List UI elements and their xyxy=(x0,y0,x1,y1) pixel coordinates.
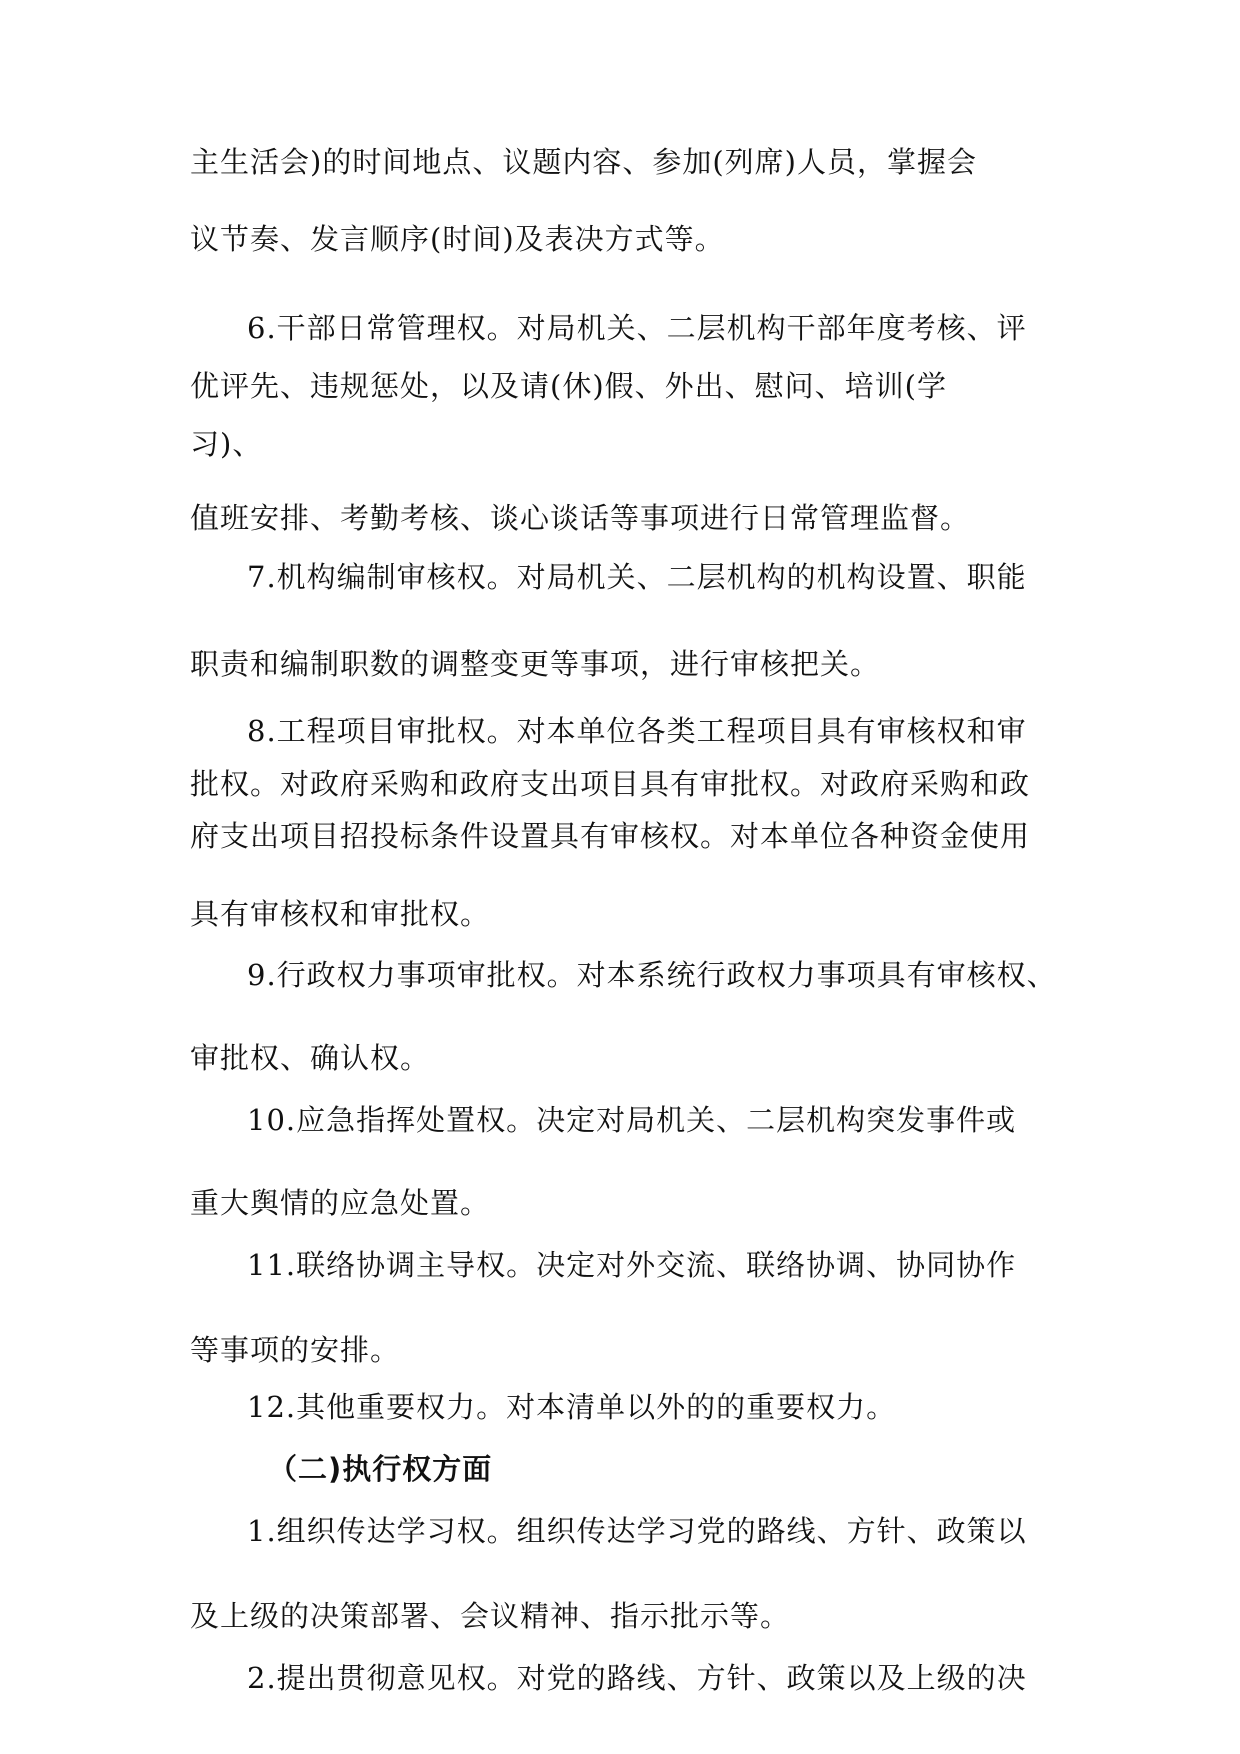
text-line: 重大舆情的应急处置。 xyxy=(190,1186,491,1220)
execution-item-1: 1.组织传达学习权。组织传达学习党的路线、方针、政策以 xyxy=(247,1514,1027,1548)
item-7: 7.机构编制审核权。对局机关、二层机构的机构设置、职能 xyxy=(247,560,1027,594)
text-line: 及上级的决策部署、会议精神、指示批示等。 xyxy=(190,1599,791,1633)
text-line: 审批权、确认权。 xyxy=(190,1041,431,1075)
text-line: 批权。对政府采购和政府支出项目具有审批权。对政府采购和政 xyxy=(190,767,1031,801)
text-line: 优评先、违规惩处，以及请(休)假、外出、慰问、培训(学 xyxy=(190,369,947,403)
item-10: 10.应急指挥处置权。决定对局机关、二层机构突发事件或 xyxy=(247,1103,1017,1137)
text-line: 府支出项目招投标条件设置具有审核权。对本单位各种资金使用 xyxy=(190,819,1031,853)
item-6: 6.干部日常管理权。对局机关、二层机构干部年度考核、评 xyxy=(247,311,1027,345)
text-line: 等事项的安排。 xyxy=(190,1333,401,1367)
text-line: 主生活会)的时间地点、议题内容、参加(列席)人员，掌握会 xyxy=(190,145,977,179)
item-11: 11.联络协调主导权。决定对外交流、联络协调、协同协作 xyxy=(247,1248,1017,1282)
item-8: 8.工程项目审批权。对本单位各类工程项目具有审核权和审 xyxy=(247,714,1027,748)
item-12: 12.其他重要权力。对本清单以外的的重要权力。 xyxy=(247,1390,897,1424)
item-9: 9.行政权力事项审批权。对本系统行政权力事项具有审核权、 xyxy=(247,958,1057,992)
text-line: 值班安排、考勤考核、谈心谈话等事项进行日常管理监督。 xyxy=(190,501,971,535)
section-heading: （二)执行权方面 xyxy=(268,1452,493,1486)
execution-item-2: 2.提出贯彻意见权。对党的路线、方针、政策以及上级的决 xyxy=(247,1661,1027,1695)
text-line: 议节奏、发言顺序(时间)及表决方式等。 xyxy=(190,222,725,256)
text-line: 具有审核权和审批权。 xyxy=(190,897,491,931)
text-line: 职责和编制职数的调整变更等事项，进行审核把关。 xyxy=(190,647,881,681)
text-line: 习)、 xyxy=(190,427,263,461)
